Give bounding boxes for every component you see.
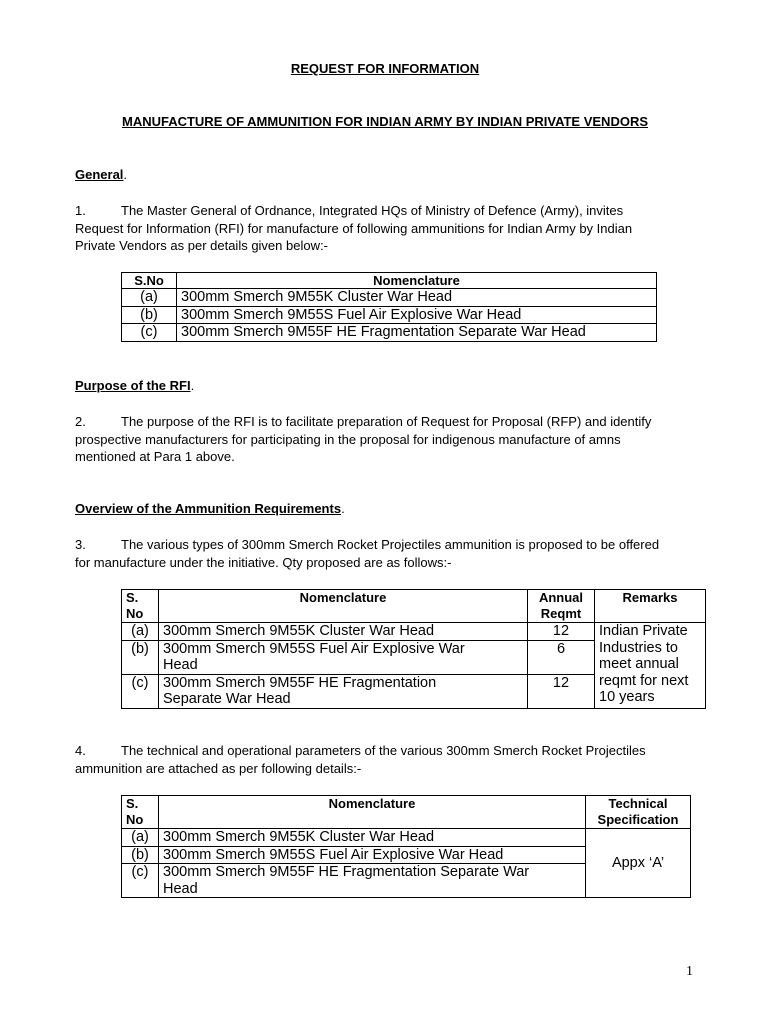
paragraph-4 (75, 742, 717, 777)
cell-nomenclature: 300mm Smerch 9M55K Cluster War Head (177, 289, 657, 307)
paragraph-2 (75, 413, 717, 466)
paragraph-line: The Master General of Ordnance, Integrated HQs of Ministry of Defence (Army), invites (121, 203, 624, 218)
heading-text: General (75, 167, 124, 182)
heading-suffix: . (123, 167, 128, 182)
paragraph-line: ammunition are attached as per following details:- (75, 760, 362, 776)
cell-nomenclature: 300mm Smerch 9M55F HE Fragmentation Separate War Head (159, 674, 528, 708)
paragraph-number: 4. (75, 743, 86, 758)
paragraph-1 (75, 202, 717, 255)
cell-annual-reqmt: 12 (528, 623, 595, 641)
cell-nomenclature: 300mm Smerch 9M55F HE Fragmentation Separate War Head (177, 324, 657, 342)
table-row (122, 623, 706, 641)
paragraph-line: The technical and operational parameters of the various 300mm Smerch Rocket Projectiles (121, 743, 646, 758)
cell-annual-reqmt: 6 (528, 640, 595, 674)
cell-sno: (c) (122, 864, 159, 898)
cell-nomenclature: 300mm Smerch 9M55K Cluster War Head (159, 829, 586, 847)
table-row (122, 289, 657, 307)
section-heading-purpose (75, 378, 194, 393)
section-heading-general (75, 167, 127, 182)
document-title: REQUEST FOR INFORMATION (290, 61, 480, 76)
header-technical-specification: Technical Specification (586, 796, 691, 829)
paragraph-line: The purpose of the RFI is to facilitate preparation of Request for Proposal (RFP) and identify (121, 414, 652, 429)
section-heading-overview (75, 501, 345, 516)
table-row (122, 306, 657, 324)
heading-suffix: . (190, 378, 195, 393)
ammunition-table-3 (121, 795, 691, 898)
header-nomenclature: Nomenclature (177, 273, 657, 289)
paragraph-line: The various types of 300mm Smerch Rocket Projectiles ammunition is proposed to be offered (121, 537, 660, 552)
table-row (122, 829, 691, 847)
table-row (122, 324, 657, 342)
header-nomenclature: Nomenclature (159, 796, 586, 829)
page-number: 1 (686, 964, 693, 979)
header-nomenclature: Nomenclature (159, 590, 528, 623)
header-sno: S. No (122, 796, 159, 829)
cell-sno: (c) (122, 324, 177, 342)
ammunition-table-2 (121, 589, 706, 709)
paragraph-number: 3. (75, 537, 86, 552)
header-sno: S.No (122, 273, 177, 289)
paragraph-line: Private Vendors as per details given below:- (75, 238, 328, 253)
cell-annual-reqmt: 12 (528, 674, 595, 708)
cell-sno: (a) (122, 623, 159, 641)
paragraph-3 (75, 536, 717, 571)
cell-sno: (b) (122, 846, 159, 864)
cell-specification: Appx ‘A’ (586, 829, 691, 898)
cell-nomenclature: 300mm Smerch 9M55S Fuel Air Explosive War Head (159, 640, 528, 674)
paragraph-line: Request for Information (RFI) for manufacture of following ammunitions for Indian Army by Indian (75, 220, 633, 236)
cell-sno: (b) (122, 306, 177, 324)
header-annual-reqmt: Annual Reqmt (528, 590, 595, 623)
cell-nomenclature: 300mm Smerch 9M55K Cluster War Head (159, 623, 528, 641)
paragraph-line: mentioned at Para 1 above. (75, 449, 235, 464)
paragraph-line: prospective manufacturers for participating in the proposal for indigenous manufacture of amns (75, 431, 621, 447)
cell-remarks: Indian Private Industries to meet annual reqmt for next 10 years (595, 623, 706, 709)
cell-sno: (c) (122, 674, 159, 708)
cell-sno: (b) (122, 640, 159, 674)
cell-sno: (a) (122, 829, 159, 847)
cell-nomenclature: 300mm Smerch 9M55F HE Fragmentation Separate War Head (159, 864, 586, 898)
paragraph-number: 2. (75, 414, 86, 429)
document-subtitle: MANUFACTURE OF AMMUNITION FOR INDIAN ARMY BY INDIAN PRIVATE VENDORS (121, 114, 649, 129)
heading-text: Overview of the Ammunition Requirements (75, 501, 342, 516)
cell-nomenclature: 300mm Smerch 9M55S Fuel Air Explosive War Head (177, 306, 657, 324)
heading-text: Purpose of the RFI (75, 378, 191, 393)
header-sno: S. No (122, 590, 159, 623)
cell-nomenclature: 300mm Smerch 9M55S Fuel Air Explosive War Head (159, 846, 586, 864)
heading-suffix: . (341, 501, 345, 516)
cell-sno: (a) (122, 289, 177, 307)
header-remarks: Remarks (595, 590, 706, 623)
ammunition-table-1 (121, 272, 657, 342)
paragraph-number: 1. (75, 203, 86, 218)
paragraph-line: for manufacture under the initiative. Qty proposed are as follows:- (75, 554, 452, 570)
